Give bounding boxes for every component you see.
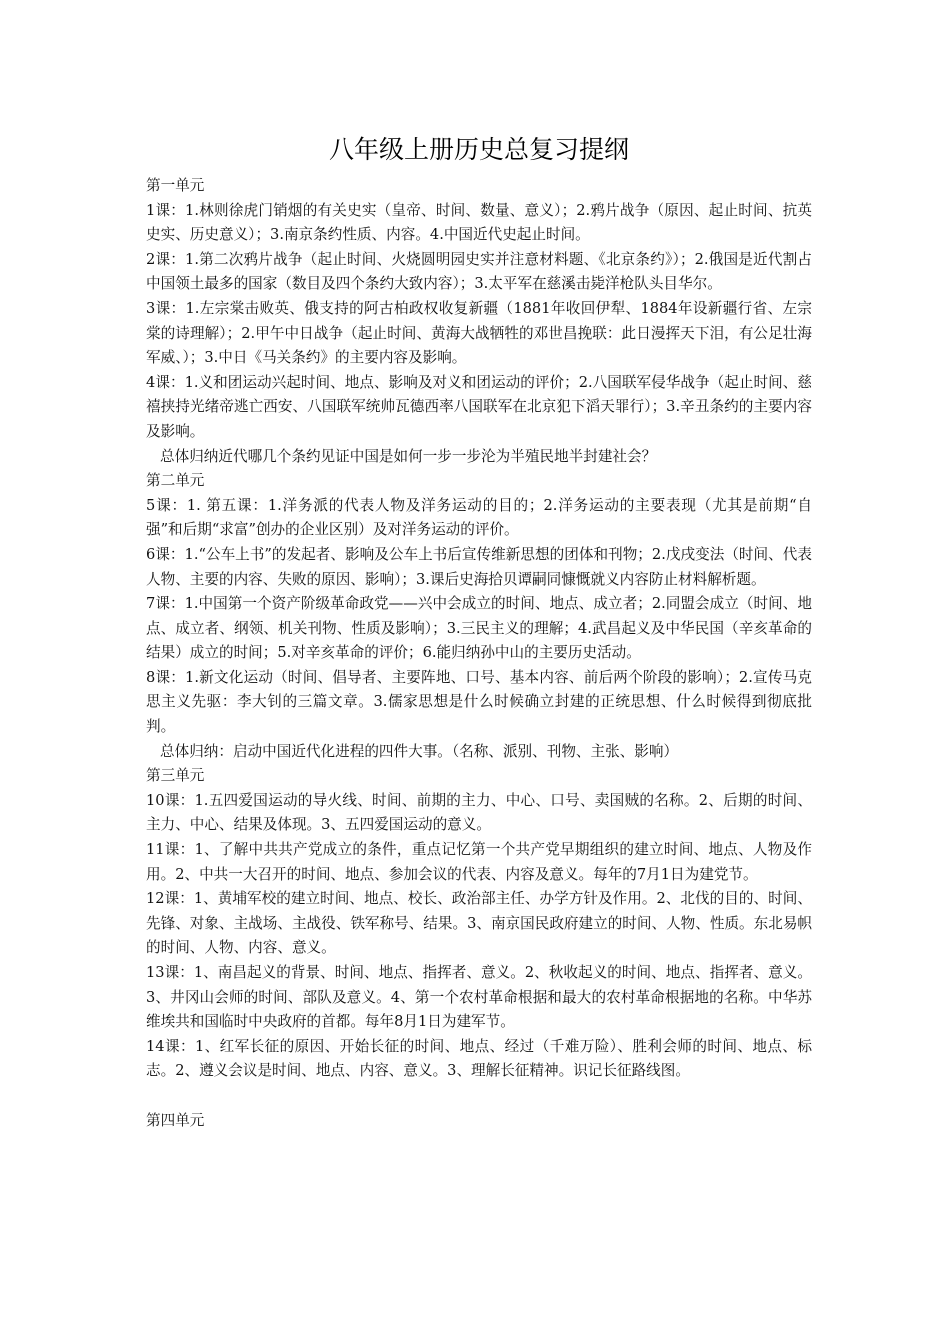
lesson-5: 5课：1. 第五课：1.洋务派的代表人物及洋务运动的目的；2.洋务运动的主要表现（尤其是前期“自强”和后期“求富”创办的企业区别）及对洋务运动的评价。 xyxy=(146,496,812,539)
unit-heading-4: 第四单元 xyxy=(146,1111,205,1129)
unit-heading-2: 第二单元 xyxy=(146,472,205,490)
lesson-4: 4课：1.义和团运动兴起时间、地点、影响及对义和团运动的评价；2.八国联军侵华战争（起止时间、慈禧挟持光绪帝逃亡西安、八国联军统帅瓦德西率八国联军在北京犯下滔天罪行）；3.辛丑条约的主要内容及影响。 xyxy=(146,373,812,440)
lesson-14: 14课：1、红军长征的原因、开始长征的时间、地点、经过（千难万险）、胜利会师的时间、地点、标志。2、遵义会议是时间、地点、内容、意义。3、理解长征精神。识记长征路线图。 xyxy=(146,1037,812,1080)
unit-heading-1: 第一单元 xyxy=(146,177,205,194)
unit-1-summary: 总体归纳近代哪几个条约见证中国是如何一步一步沦为半殖民地半封建社会？ xyxy=(160,447,657,465)
lesson-11: 11课：1、了解中共共产党成立的条件，重点记忆第一个共产党早期组织的建立时间、地点、人物及作用。2、中共一大召开的时间、地点、参加会议的代表、内容及意义。每年的7月1日为建党节。 xyxy=(146,841,812,883)
lesson-7: 7课：1.中国第一个资产阶级革命政党——兴中会成立的时间、地点、成立者；2.同盟会成立（时间、地点、成立者、纲领、机关刊物、性质及影响）；3.三民主义的理解；4.武昌起义及中华民国（辛亥革命的结果）成立的时间；5.对辛亥革命的评价；6.能归纳孙中山的主要历史活动。 xyxy=(146,595,812,662)
lesson-13: 13课：1、南昌起义的背景、时间、地点、指挥者、意义。2、秋收起义的时间、地点、指挥者、意义。3、井冈山会师的时间、部队及意义。4、第一个农村革命根据和最大的农村革命根据地的名称。中华苏维埃共和国临时中央政府的首都。每年8月1日为建军节。 xyxy=(146,964,812,1031)
lesson-1: 1课：1.林则徐虎门销烟的有关史实（皇帝、时间、数量、意义）；2.鸦片战争（原因、起止时间、抗英史实、历史意义）；3.南京条约性质、内容。4.中国近代史起止时间。 xyxy=(146,201,812,244)
document-body xyxy=(146,174,812,1133)
lesson-3: 3课：1.左宗棠击败英、俄支持的阿古柏政权收复新疆（1881年收回伊犁、1884年设新疆行省、左宗棠的诗理解）；2.甲午中日战争（起止时间、黄海大战牺牲的邓世昌挽联：此日漫挥天下泪，有公足壮海军威、）；3.中日《马关条约》的主要内容及影响。 xyxy=(146,299,812,367)
lesson-8: 8课：1.新文化运动（时间、倡导者、主要阵地、口号、基本内容、前后两个阶段的影响）；2.宣传马克思主义先驱：李大钊的三篇文章。3.儒家思想是什么时候确立封建的正统思想、什么时候得到彻底批判。 xyxy=(146,668,812,736)
unit-heading-3: 第三单元 xyxy=(146,767,205,785)
lesson-2: 2课：1.第二次鸦片战争（起止时间、火烧圆明园史实并注意材料题、《北京条约》）；2.俄国是近代割占中国领土最多的国家（数目及四个条约大致内容）；3.太平军在慈溪击毙洋枪队头目华尔。 xyxy=(146,250,812,293)
document-title: 八年级上册历史总复习提纲 xyxy=(328,135,629,164)
unit-2-summary: 总体归纳：启动中国近代化进程的四件大事。（名称、派别、刊物、主张、影响） xyxy=(160,742,679,760)
lesson-12: 12课：1、黄埔军校的建立时间、地点、校长、政治部主任、办学方针及作用。2、北伐的目的、时间、先锋、对象、主战场、主战役、铁军称号、结果。3、南京国民政府建立的时间、人物、性质。东北易帜的时间、人物、内容、意义。 xyxy=(146,890,813,957)
paragraph-spacer xyxy=(146,1084,812,1109)
lesson-10: 10课：1.五四爱国运动的导火线、时间、前期的主力、中心、口号、卖国贼的名称。2、后期的时间、主力、中心、结果及体现。3、五四爱国运动的意义。 xyxy=(146,791,812,834)
lesson-6: 6课：1.“公车上书”的发起者、影响及公车上书后宣传维新思想的团体和刊物；2.戊戌变法（时间、代表人物、主要的内容、失败的原因、影响）；3.课后史海拾贝谭嗣同慷慨就义内容防止材料解析题。 xyxy=(146,545,812,588)
